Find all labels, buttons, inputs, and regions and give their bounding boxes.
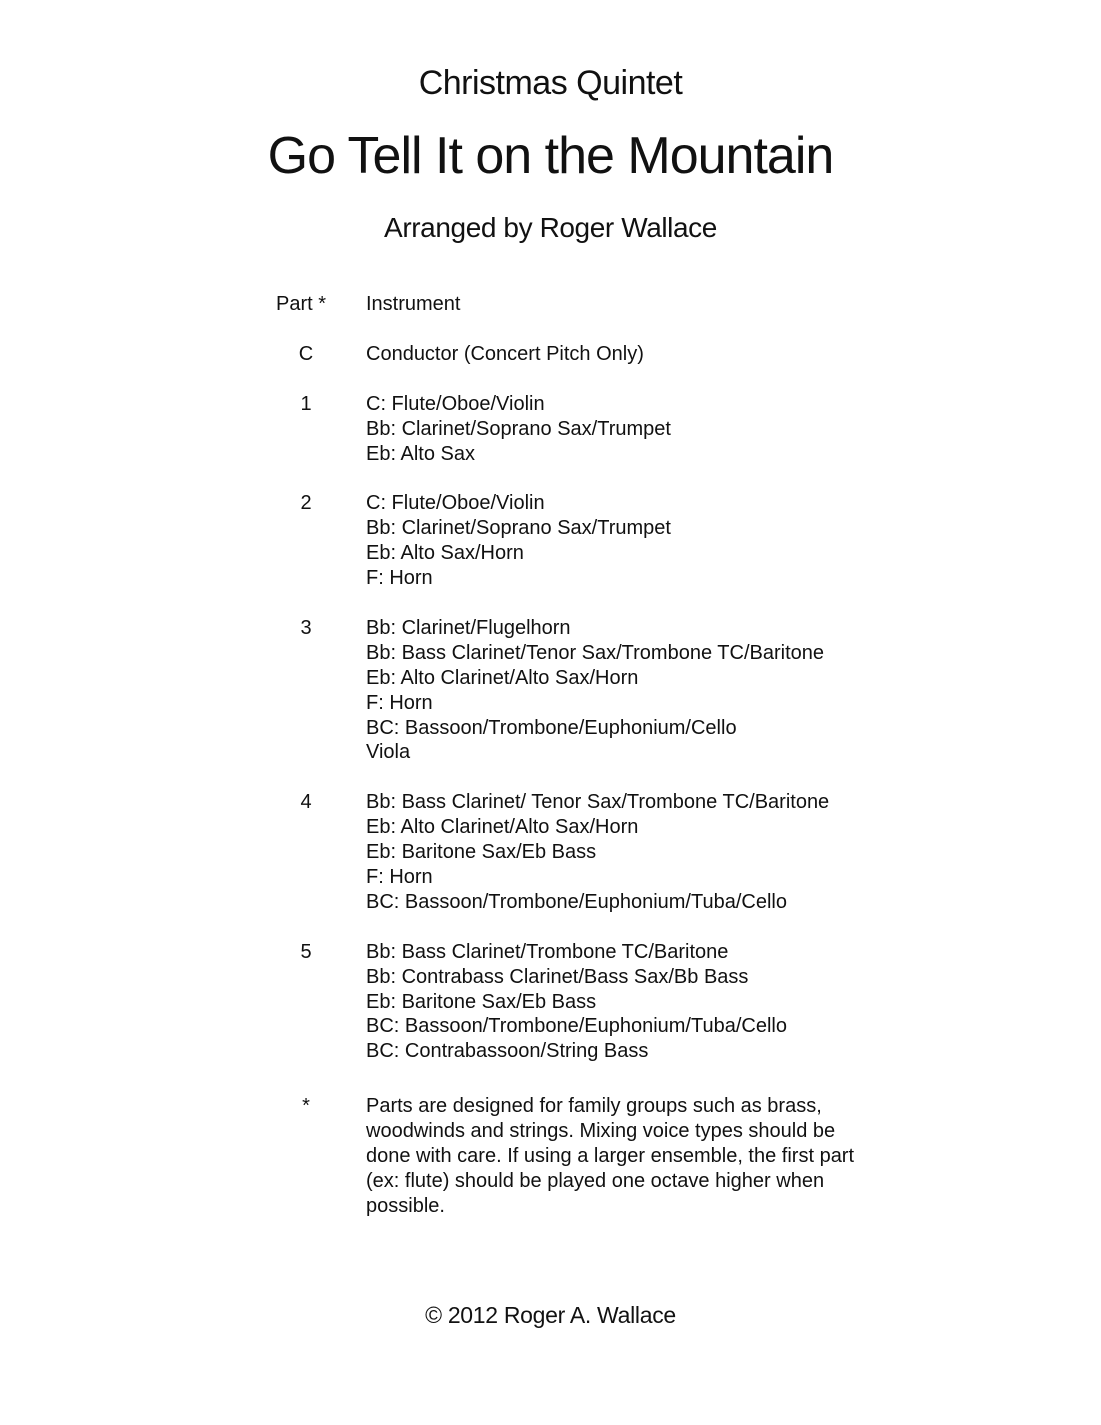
instrument-line: Bb: Bass Clarinet/ Tenor Sax/Trombone TC/Baritone xyxy=(366,791,830,814)
instrument-line: C: Flute/Oboe/Violin xyxy=(366,392,545,415)
instrument-line: BC: Contrabassoon/String Bass xyxy=(366,1040,649,1063)
copyright-notice: © 2012 Roger A. Wallace xyxy=(425,1302,676,1328)
instrument-line: BC: Bassoon/Trombone/Euphonium/Tuba/Cello xyxy=(366,1015,787,1038)
instrument-line: BC: Bassoon/Trombone/Euphonium/Tuba/Cello xyxy=(366,890,787,913)
table-row xyxy=(0,491,1101,591)
instrument-line: F: Horn xyxy=(366,865,433,888)
instrument-line: Eb: Baritone Sax/Eb Bass xyxy=(366,841,597,864)
instrument-line: Bb: Clarinet/Soprano Sax/Trumpet xyxy=(366,517,671,540)
instrument-line: Bb: Clarinet/Flugelhorn xyxy=(366,616,571,639)
table-row xyxy=(0,342,1101,367)
instrument-line: Eb: Baritone Sax/Eb Bass xyxy=(366,990,597,1013)
instrument-line: C: Flute/Oboe/Violin xyxy=(366,492,545,515)
table-row xyxy=(0,790,1101,915)
footnote-row xyxy=(0,1094,1101,1219)
arranger-credit: Arranged by Roger Wallace xyxy=(384,212,717,243)
footnote-marker: * xyxy=(302,1095,310,1118)
instrument-line: Bb: Contrabass Clarinet/Bass Sax/Bb Bass xyxy=(366,965,749,988)
part-number: 4 xyxy=(300,791,312,814)
instrument-line: Eb: Alto Clarinet/Alto Sax/Horn xyxy=(366,666,639,689)
part-number: 2 xyxy=(300,492,312,515)
part-number: 3 xyxy=(300,616,312,639)
instrument-line: Eb: Alto Sax/Horn xyxy=(366,542,524,565)
part-number: C xyxy=(298,342,314,365)
footnote-line: (ex: flute) should be played one octave higher when xyxy=(366,1169,825,1192)
instrument-line: Eb: Alto Clarinet/Alto Sax/Horn xyxy=(366,816,639,839)
instrument-line: F: Horn xyxy=(366,567,433,590)
instrument-line: Bb: Bass Clarinet/Tenor Sax/Trombone TC/Baritone xyxy=(366,641,824,664)
instrument-line: Viola xyxy=(366,741,411,764)
page-title: Go Tell It on the Mountain xyxy=(267,127,834,185)
series-title: Christmas Quintet xyxy=(418,64,683,102)
column-header-part: Part * xyxy=(276,293,327,315)
table-row xyxy=(0,616,1101,765)
table-row xyxy=(0,940,1101,1065)
instrument-line: BC: Bassoon/Trombone/Euphonium/Cello xyxy=(366,716,737,739)
footnote-line: done with care. If using a larger ensemble, the first part xyxy=(366,1145,855,1168)
instrument-line: Bb: Bass Clarinet/Trombone TC/Baritone xyxy=(366,940,729,963)
column-header-instrument: Instrument xyxy=(366,293,461,315)
table-row xyxy=(0,392,1101,467)
instrument-line: Conductor (Concert Pitch Only) xyxy=(366,342,644,365)
instrument-line: F: Horn xyxy=(366,691,433,714)
instrumentation-table xyxy=(0,292,1101,1219)
instrument-line: Eb: Alto Sax xyxy=(366,442,475,465)
table-body xyxy=(0,342,1101,1219)
part-number: 1 xyxy=(300,392,312,415)
instrument-line: Bb: Clarinet/Soprano Sax/Trumpet xyxy=(366,417,671,440)
footnote-line: Parts are designed for family groups such as brass, xyxy=(366,1095,822,1118)
footnote-line: woodwinds and strings. Mixing voice types should be xyxy=(366,1120,836,1143)
part-number: 5 xyxy=(300,940,312,963)
footnote-line: possible. xyxy=(366,1194,445,1217)
table-header-row xyxy=(0,292,1101,317)
